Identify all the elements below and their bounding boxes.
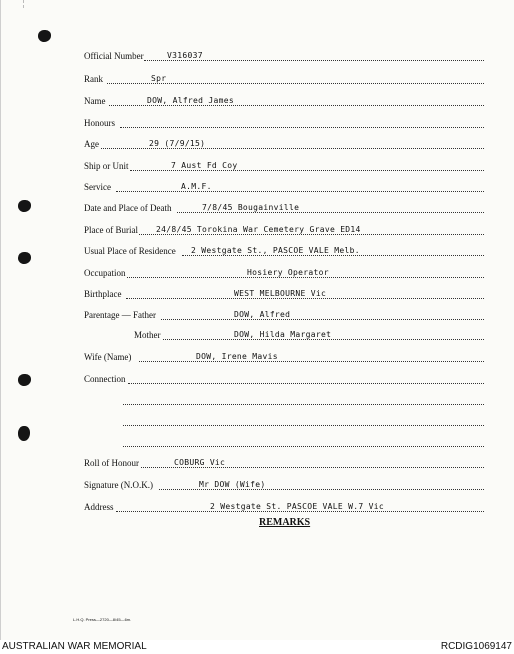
name-label: Name bbox=[84, 96, 106, 106]
row-birthplace bbox=[1, 284, 514, 302]
row-ship-unit bbox=[1, 156, 514, 174]
occupation-value: Hosiery Operator bbox=[247, 268, 329, 277]
birthplace-value: WEST MELBOURNE Vic bbox=[234, 289, 327, 298]
dotted-line bbox=[123, 445, 484, 447]
remarks-heading: REMARKS bbox=[259, 517, 311, 528]
row-connection bbox=[1, 369, 514, 387]
dotted-line bbox=[128, 382, 484, 384]
honours-label: Honours bbox=[84, 118, 115, 128]
row-mother bbox=[1, 325, 514, 343]
burial-label: Place of Burial bbox=[84, 225, 138, 235]
dotted-line bbox=[139, 360, 484, 362]
row-signature bbox=[1, 475, 514, 493]
occupation-label: Occupation bbox=[84, 268, 126, 278]
row-age bbox=[1, 134, 514, 152]
row-date-place-death bbox=[1, 198, 514, 216]
burial-value: 24/8/45 Torokina War Cemetery Grave ED14 bbox=[156, 225, 361, 234]
row-roll-of-honour bbox=[1, 453, 514, 471]
official-number-label: Official Number bbox=[84, 51, 144, 61]
service-value: A.M.F. bbox=[181, 182, 212, 191]
connection-blank-line bbox=[1, 432, 514, 450]
connection-blank-line bbox=[1, 390, 514, 408]
name-value: DOW, Alfred James bbox=[147, 96, 234, 105]
father-label: Parentage — Father bbox=[84, 310, 156, 320]
date-death-value: 7/8/45 Bougainville bbox=[202, 203, 300, 212]
age-label: Age bbox=[84, 139, 99, 149]
date-death-label: Date and Place of Death bbox=[84, 203, 172, 213]
printer-imprint: L.H.Q. Press—2720—8/45—6m. bbox=[73, 617, 132, 622]
signature-value: Mr DOW (Wife) bbox=[199, 480, 266, 489]
signature-label: Signature (N.O.K.) bbox=[84, 480, 153, 490]
roll-of-honour-label: Roll of Honour bbox=[84, 458, 139, 468]
archive-name: AUSTRALIAN WAR MEMORIAL bbox=[2, 641, 147, 652]
archive-footer bbox=[0, 640, 514, 654]
father-value: DOW, Alfred bbox=[234, 310, 291, 319]
row-residence bbox=[1, 241, 514, 259]
record-id: RCDIG1069147 bbox=[440, 641, 512, 652]
wife-value: DOW, Irene Mavis bbox=[196, 352, 278, 361]
roll-of-honour-value: COBURG Vic bbox=[174, 458, 226, 467]
connection-blank-line bbox=[1, 411, 514, 429]
mother-value: DOW, Hilda Margaret bbox=[234, 330, 332, 339]
row-honours bbox=[1, 113, 514, 131]
row-official-number bbox=[1, 46, 514, 64]
dotted-line bbox=[116, 190, 484, 192]
service-label: Service bbox=[84, 182, 111, 192]
row-burial bbox=[1, 220, 514, 238]
rank-label: Rank bbox=[84, 74, 103, 84]
rank-value: Spr bbox=[151, 74, 167, 83]
row-name bbox=[1, 91, 514, 109]
official-number-value: V316037 bbox=[167, 51, 203, 60]
card-edge-marks bbox=[23, 0, 44, 8]
birthplace-label: Birthplace bbox=[84, 289, 122, 299]
row-wife bbox=[1, 347, 514, 365]
residence-label: Usual Place of Residence bbox=[84, 246, 176, 256]
mother-label: Mother bbox=[134, 330, 161, 340]
row-service bbox=[1, 177, 514, 195]
wife-label: Wife (Name) bbox=[84, 352, 132, 362]
row-father bbox=[1, 305, 514, 323]
age-value: 29 (7/9/15) bbox=[149, 139, 206, 148]
dotted-line bbox=[123, 403, 484, 405]
dotted-line bbox=[161, 318, 484, 320]
residence-value: 2 Westgate St., PASCOE VALE Melb. bbox=[191, 246, 360, 255]
row-rank bbox=[1, 69, 514, 87]
ship-unit-value: 7 Aust Fd Coy bbox=[171, 161, 238, 170]
punch-hole bbox=[38, 30, 51, 42]
dotted-line bbox=[120, 126, 484, 128]
ship-unit-label: Ship or Unit bbox=[84, 161, 129, 171]
dotted-line bbox=[123, 424, 484, 426]
row-address bbox=[1, 497, 514, 515]
address-value: 2 Westgate St. PASCOE VALE W.7 Vic bbox=[210, 502, 384, 511]
connection-label: Connection bbox=[84, 374, 126, 384]
address-label: Address bbox=[84, 502, 114, 512]
row-occupation bbox=[1, 263, 514, 281]
